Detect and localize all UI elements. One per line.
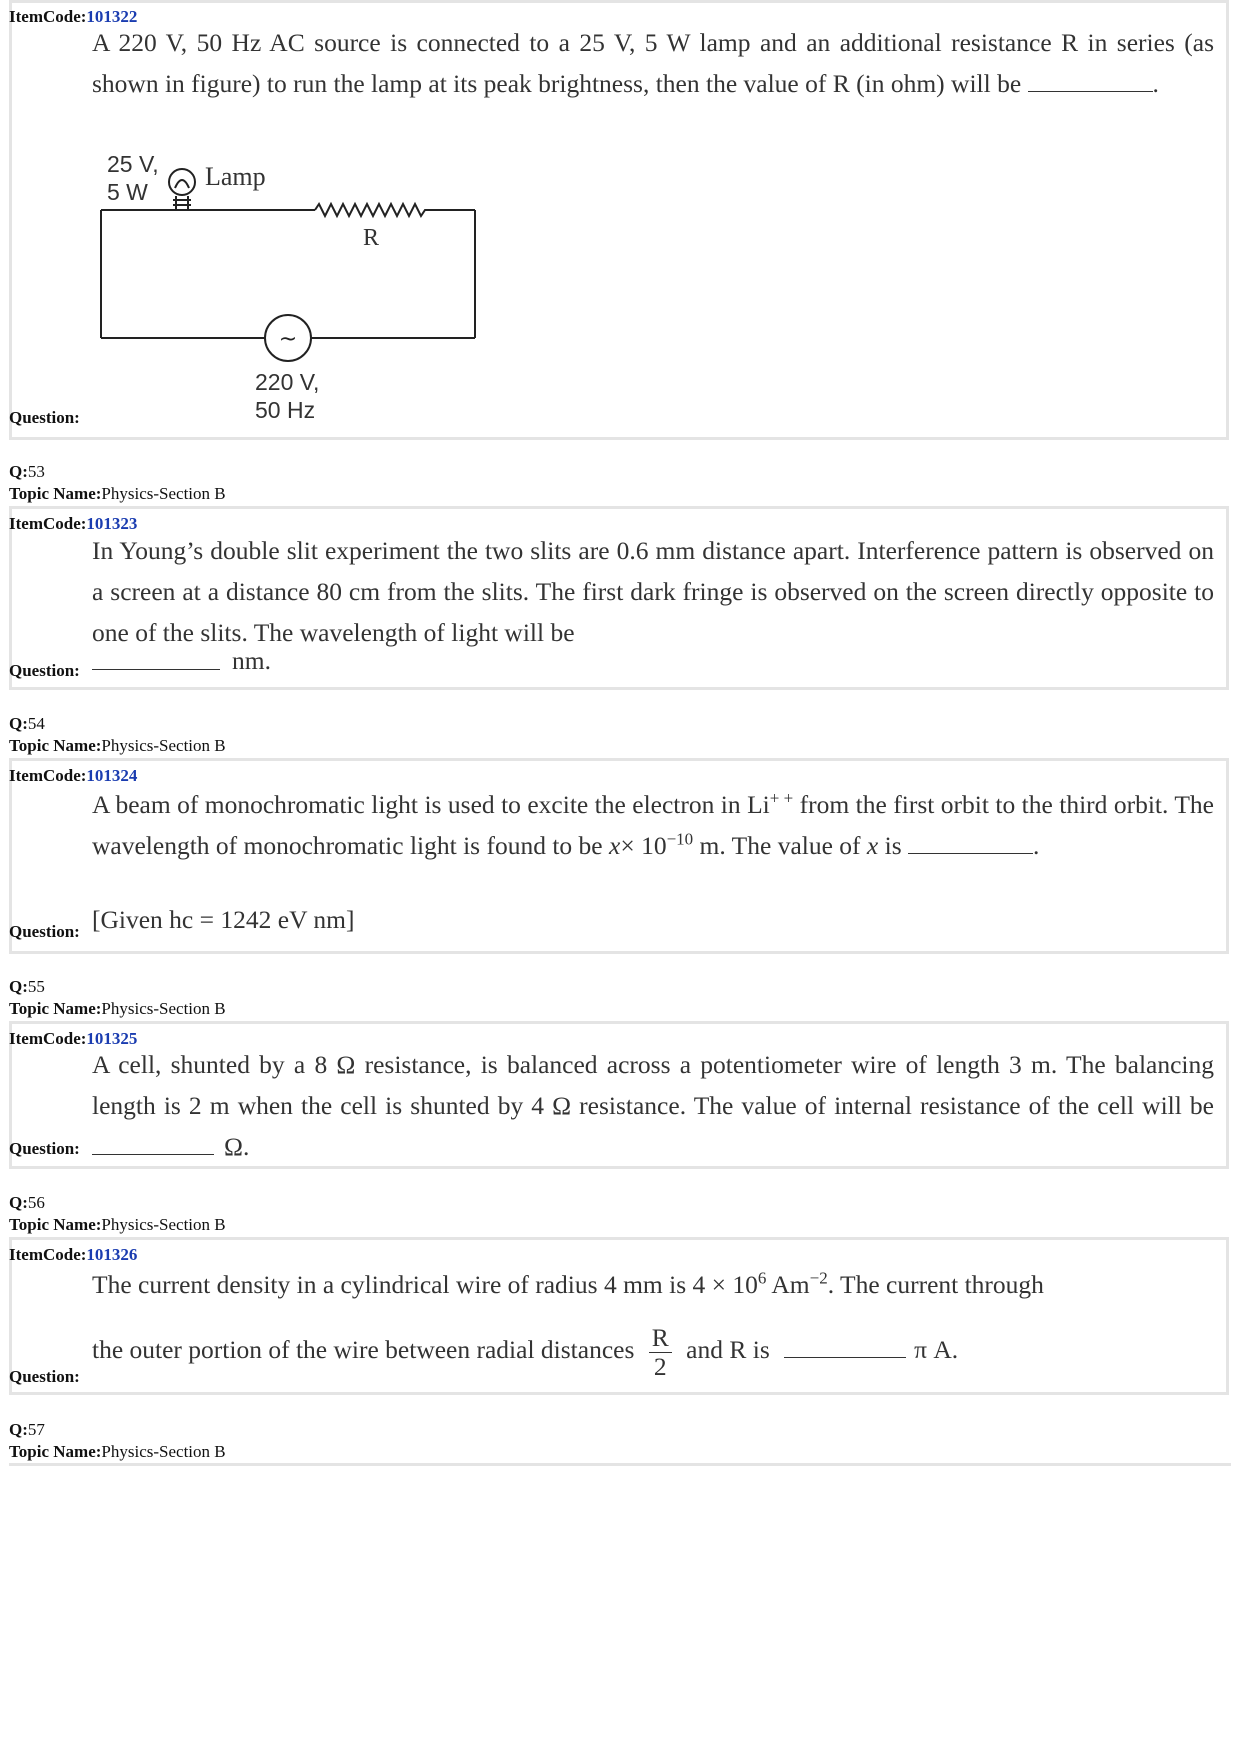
question-label: Question: <box>9 1367 80 1386</box>
question-number: Q:57 <box>9 1420 45 1439</box>
question-label: Question: <box>9 661 80 680</box>
question-text-101322: A 220 V, 50 Hz AC source is connected to a 25 V, 5 W lamp and an additional resistance R in series (as shown in figure) to run the lamp at its peak brightness, then the value of R (in ohm) will be . <box>92 28 1214 98</box>
itemcode-101326: ItemCode:101326 <box>9 1245 138 1264</box>
given-note: [Given hc = 1242 eV nm] <box>92 905 355 934</box>
itemcode-101323: ItemCode:101323 <box>9 514 138 533</box>
topic-name: Topic Name:Physics-Section B <box>9 1442 226 1461</box>
question-label: Question: <box>9 408 80 427</box>
topic-name: Topic Name:Physics-Section B <box>9 736 226 755</box>
itemcode-101322: ItemCode:101322 <box>9 7 138 26</box>
question-text-101326-line2: the outer portion of the wire between radial distances $\frac{R}{2}$ and R is π A. <box>92 1322 959 1381</box>
question-text-101324: A beam of monochromatic light is used to excite the electron in Li+ + from the first orbit to the third orbit. The wavelength of monochromatic light is found to be $x\times 10^{-10}$ m. The value of x is . <box>92 788 1214 860</box>
resistor-symbol <box>315 204 429 216</box>
source-voltage: 220 V, <box>255 369 320 395</box>
question-label: Question: <box>9 922 80 941</box>
question-text-101323: In Young’s double slit experiment the two slits are 0.6 mm distance apart. Interference pattern is observed on a screen at a distance 80 cm from the slits. The first dark fringe is observed on the screen directly opposite to one of the slits. The wavelength of light will be <box>92 536 1214 647</box>
itemcode-101324: ItemCode:101324 <box>9 766 138 785</box>
itemcode-101325: ItemCode:101325 <box>9 1029 138 1048</box>
ac-symbol: ~ <box>278 327 298 352</box>
resistor-label: R <box>363 225 380 251</box>
question-text-101326: The current density in a cylindrical wire of radius 4 mm is $4 \times 10^6$ $Am^{-2}$. The current through <box>92 1268 1044 1299</box>
section-divider <box>9 1463 1231 1466</box>
answer-blank <box>92 1153 214 1155</box>
lamp-rating-line2: 5 W <box>107 179 148 205</box>
topic-name: Topic Name:Physics-Section B <box>9 484 226 503</box>
topic-name: Topic Name:Physics-Section B <box>9 1215 226 1234</box>
lamp-symbol <box>169 169 195 195</box>
question-number: Q:53 <box>9 462 45 481</box>
lamp-rating-line1: 25 V, <box>107 151 159 177</box>
question-number: Q:54 <box>9 714 45 733</box>
question-text-101325: A cell, shunted by a 8 Ω resistance, is balanced across a potentiometer wire of length 3 m. The balancing length is 2 m when the cell is shunted by 4 Ω resistance. The value of internal resistance of the cell will be Ω. <box>92 1050 1214 1161</box>
answer-blank <box>784 1356 906 1358</box>
lamp-label: Lamp <box>205 162 266 191</box>
question-label: Question: <box>9 1139 80 1158</box>
answer-blank <box>92 668 220 670</box>
answer-blank <box>908 852 1033 854</box>
question-unit: nm. <box>232 646 271 675</box>
answer-blank <box>1028 90 1153 92</box>
question-number: Q:56 <box>9 1193 45 1212</box>
circuit-diagram <box>95 150 495 425</box>
source-frequency: 50 Hz <box>255 397 316 423</box>
fraction-r-over-2: $\frac{R}{2}$ <box>649 1324 672 1381</box>
question-number: Q:55 <box>9 977 45 996</box>
topic-name: Topic Name:Physics-Section B <box>9 999 226 1018</box>
